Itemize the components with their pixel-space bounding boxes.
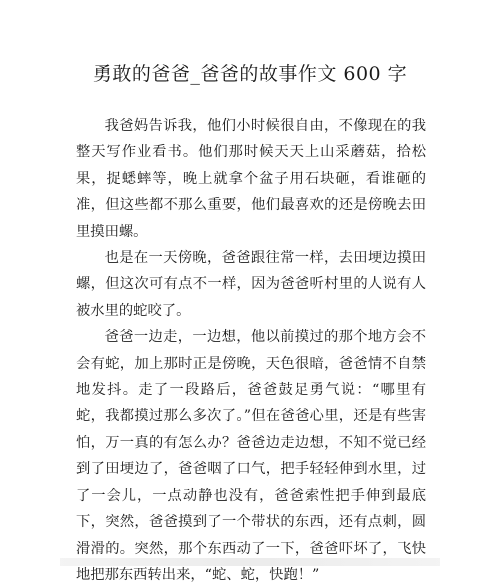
document-body	[76, 113, 426, 588]
paragraph-2: 也是在一天傍晚，爸爸跟往常一样，去田埂边摸田螺，但这次可有点不一样，因为爸爸听村里的人说有人被水里的蛇咬了。	[76, 250, 426, 319]
paragraph-3: 爸爸一边走，一边想，他以前摸过的那个地方会不会有蛇，加上那时正是傍晚，天色很暗，爸爸情不自禁地发抖。走了一段路后，爸爸鼓足勇气说：“哪里有蛇，我都摸过那么多次了。”但在爸爸心里，还是有些害怕，万一真的有怎么办？爸爸边走边想，不知不觉已经到了田埂边了，爸爸咽了口气，把手轻轻伸到水里，过了一会儿，一点动静也没有，爸爸索性把手伸到最底下，突然，爸爸摸到了一个带状的东西，还有点刺，圆滑滑的。突然，那个东西动了一下，爸爸吓坏了，飞快地把那东西转出来，“蛇、蛇，快跑！”	[76, 329, 426, 583]
paragraph-1: 我爸妈告诉我，他们小时候很自由，不像现在的我整天写作业看书。他们那时候天天上山采蘑菇，拾松果，捉蟋蟀等，晚上就拿个盆子用石块砸，看谁砸的准，但这些都不那么重要，他们最喜欢的还是傍晚去田里摸田螺。	[76, 118, 426, 240]
document-title: 勇敢的爸爸_爸爸的故事作文 600 字	[92, 63, 408, 85]
cut-off-text-row	[60, 558, 440, 566]
